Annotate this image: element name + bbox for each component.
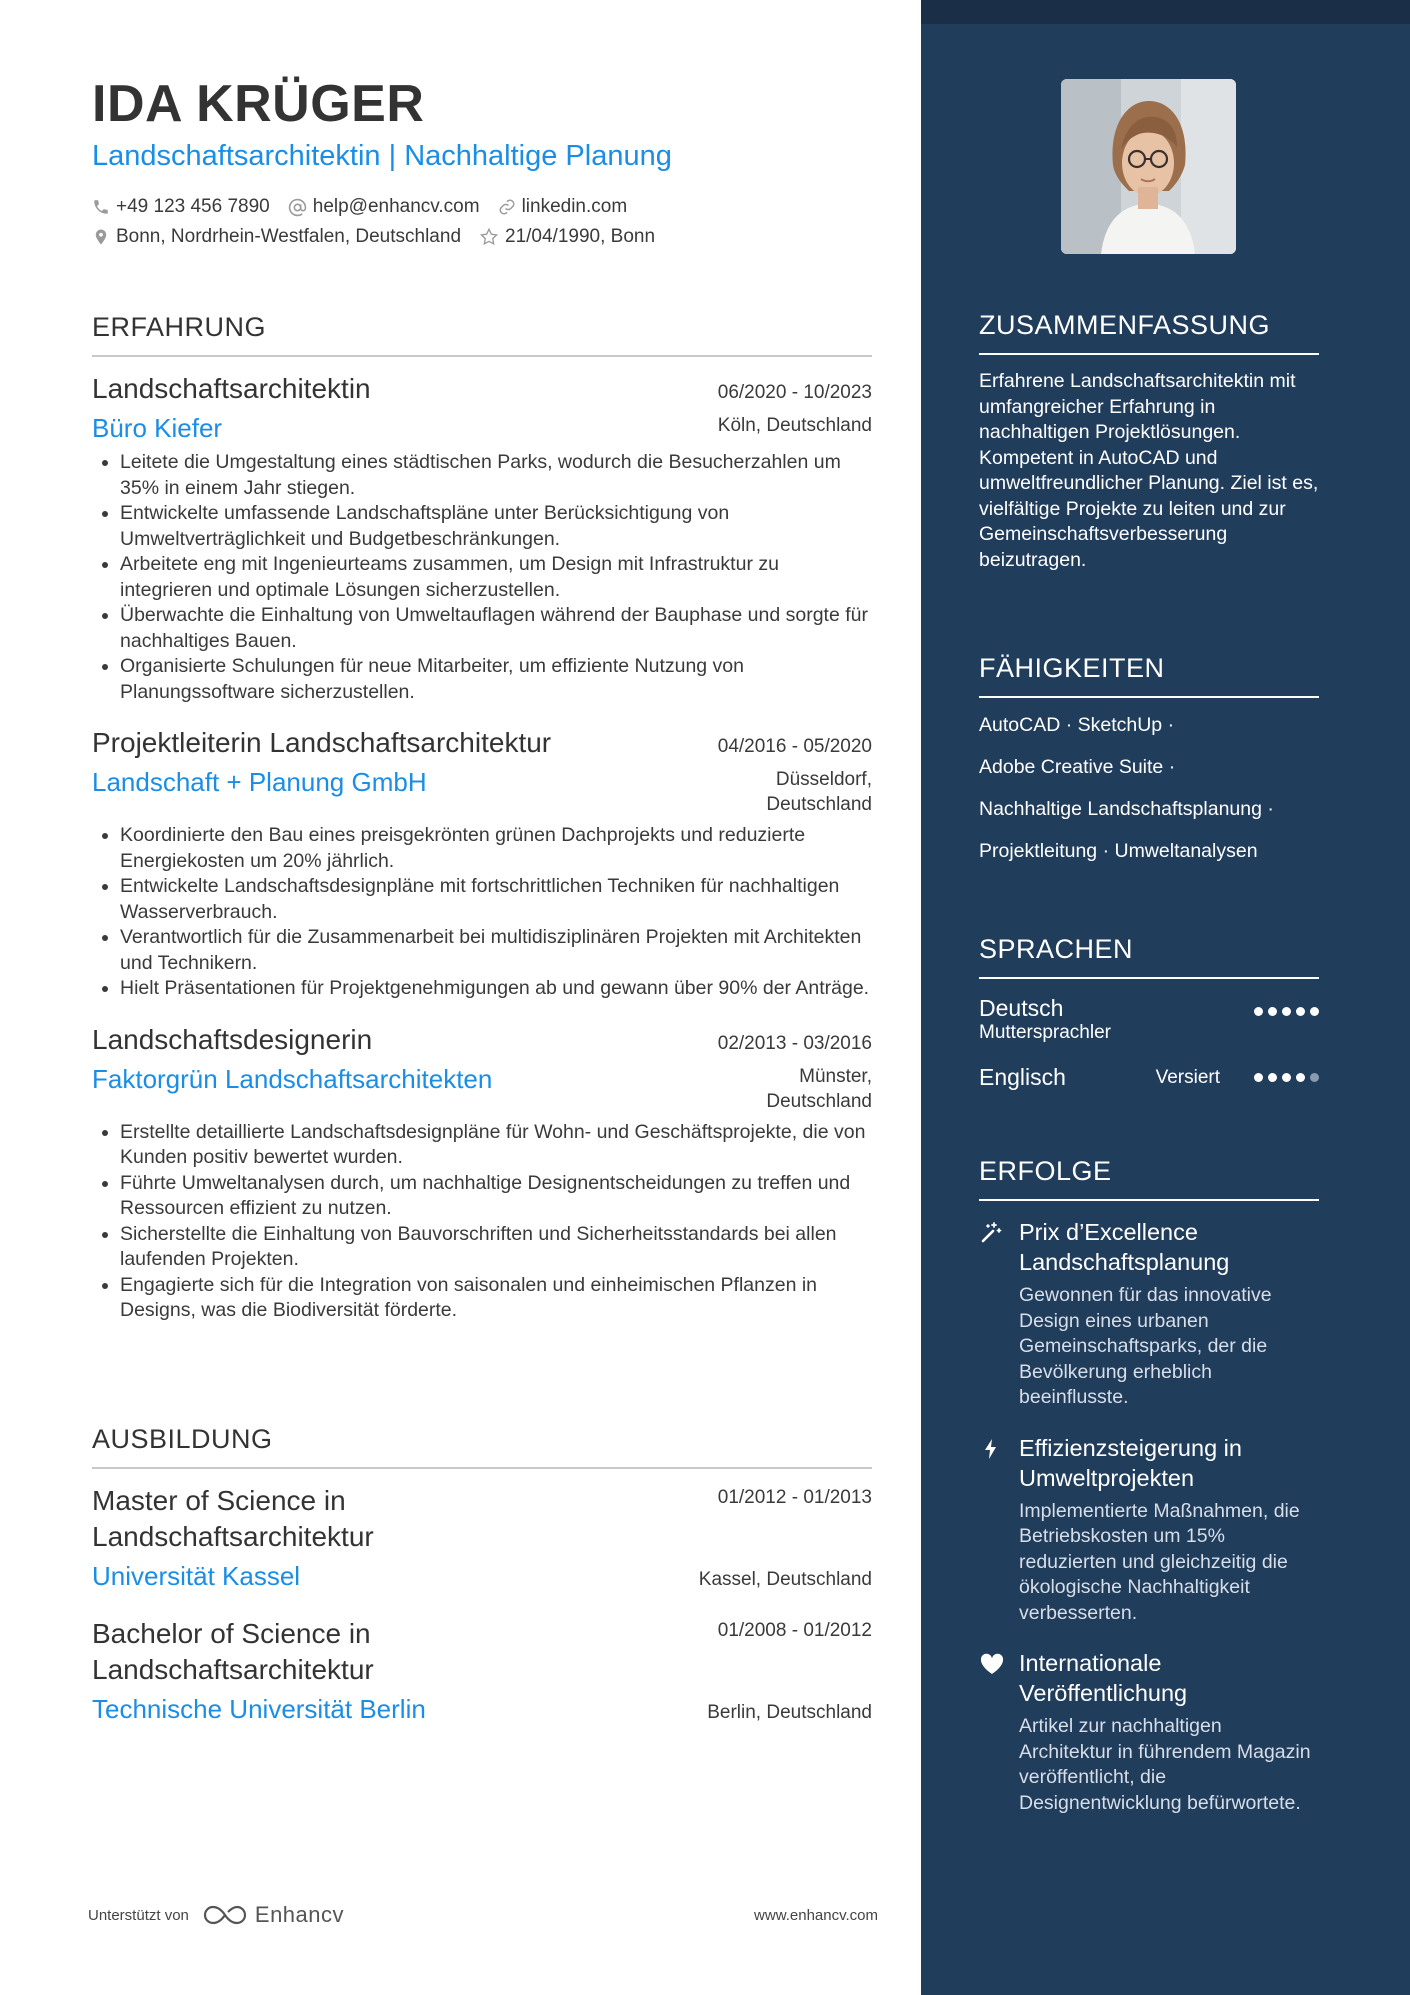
school-name: Universität Kassel (92, 1561, 301, 1591)
enhancv-logo-icon (201, 1903, 249, 1927)
link-icon (498, 198, 516, 216)
skills-section (979, 653, 1319, 878)
phone-number: +49 123 456 7890 (116, 196, 270, 217)
skill-line: Projektleitung · Umweltanalysen (979, 840, 1258, 862)
skill-line: Adobe Creative Suite · (979, 756, 1176, 778)
rating-dot (1296, 1073, 1305, 1082)
phone-icon (92, 198, 110, 216)
profile-photo (1061, 79, 1236, 254)
job-entry (92, 727, 872, 1002)
achievement-title: Prix d’Excellence Landschaftsplanung (1019, 1219, 1230, 1275)
achievement-desc: Artikel zur nachhaltigen Architektur in führendem Magazin veröffentlicht, die Designentwicklung befürwortete. (1019, 1715, 1311, 1814)
job-bullet: • Überwachte die Einhaltung von Umweltauflagen während der Bauphase und sorgte für nachhaltiges Bauen. (120, 603, 872, 654)
degree-title: Bachelor of Science in Landschaftsarchitektur (92, 1618, 374, 1685)
job-bullet: • Entwickelte Landschaftsdesignpläne mit fortschrittlichen Techniken für nachhaltigen Wasserverbrauch. (120, 874, 872, 925)
job-entry (92, 373, 872, 705)
candidate-name: IDA KRÜGER (92, 75, 425, 133)
education-title: AUSBILDUNG (92, 1424, 872, 1469)
job-bullet: • Organisierte Schulungen für neue Mitarbeiter, um effiziente Nutzung von Planungssoftware sicherzustellen. (120, 654, 872, 705)
job-date: 04/2016 - 05/2020 (717, 736, 872, 757)
link-contact[interactable] (498, 196, 628, 218)
rating-dot (1268, 1007, 1277, 1016)
brand-name: Enhancv (254, 1902, 345, 1927)
language-rating (1254, 1073, 1319, 1082)
footer-url[interactable]: www.enhancv.com (754, 1906, 878, 1924)
school-name: Technische Universität Berlin (92, 1694, 426, 1724)
experience-title: ERFAHRUNG (92, 312, 872, 357)
language-entry (979, 1064, 1319, 1091)
achievement-entry (979, 1217, 1319, 1411)
achievement-entry (979, 1648, 1319, 1816)
achievements-title: ERFOLGE (979, 1156, 1319, 1201)
job-title: Landschaftsdesignerin (92, 1023, 373, 1055)
location-contact (92, 226, 461, 248)
job-bullets (92, 450, 872, 705)
skill-line: AutoCAD · SketchUp · (979, 714, 1175, 736)
education-date: 01/2012 - 01/2013 (717, 1487, 872, 1508)
rating-dot (1268, 1073, 1277, 1082)
achievement-title: Internationale Veröffentlichung (1019, 1650, 1188, 1706)
education-section (92, 1424, 872, 1725)
job-bullet: • Arbeitete eng mit Ingenieurteams zusammen, um Design mit Infrastruktur zu integrieren und optimale Lösungen sicherzustellen. (120, 552, 872, 603)
education-entry (92, 1616, 872, 1725)
summary-title: ZUSAMMENFASSUNG (979, 310, 1319, 355)
job-bullet: • Erstellte detaillierte Landschaftsdesignpläne für Wohn- und Geschäftsprojekte, die von Kunden positiv bewertet wurden. (120, 1120, 872, 1171)
job-title: Landschaftsarchitektin (92, 373, 371, 404)
sidebar-top-band (921, 0, 1410, 24)
languages-title: SPRACHEN (979, 934, 1319, 979)
job-title: Projektleiterin Landschaftsarchitektur (92, 727, 552, 758)
job-company: Landschaft + Planung GmbH (92, 767, 427, 797)
portrait-image (1061, 79, 1236, 254)
achievement-title: Effizienzsteigerung in Umweltprojekten (1019, 1434, 1242, 1491)
achievement-desc: Implementierte Maßnahmen, die Betriebskosten um 15% reduzierten und gleichzeitig die ökologische Nachhaltigkeit verbesserten. (1019, 1499, 1300, 1624)
job-bullets (92, 1120, 872, 1324)
job-bullet: • Hielt Präsentationen für Projektgenehmigungen ab und gewann über 90% der Anträge. (120, 976, 872, 1002)
skills-title: FÄHIGKEITEN (979, 653, 1319, 698)
job-bullet: • Leitete die Umgestaltung eines städtischen Parks, wodurch die Besucherzahlen um 35% in einem Jahr stiegen. (120, 450, 872, 501)
job-bullet: • Engagierte sich für die Integration von saisonalen und einheimischen Pflanzen in Designs, was die Biodiversität förderte. (120, 1273, 872, 1324)
location-pin-icon (92, 228, 110, 246)
birth-contact (479, 226, 655, 248)
job-bullet: • Entwickelte umfassende Landschaftspläne unter Berücksichtigung von Umweltverträglichkeit und Budgetbeschränkungen. (120, 501, 872, 552)
job-location: Köln, Deutschland (717, 415, 872, 436)
job-bullet: • Führte Umweltanalysen durch, um nachhaltige Designentscheidungen zu treffen und Ressourcen effizient zu nutzen. (120, 1171, 872, 1222)
education-entry (92, 1483, 872, 1592)
email-contact[interactable] (288, 196, 480, 218)
achievement-desc: Gewonnen für das innovative Design eines urbanen Gemeinschaftsparks, der die Bevölkerung erheblich beeinflusste. (1019, 1284, 1272, 1408)
language-name: Deutsch (979, 995, 1064, 1021)
rating-dot (1282, 1007, 1291, 1016)
languages-section (979, 934, 1319, 1091)
rating-dot (1310, 1007, 1319, 1016)
language-name: Englisch (979, 1064, 1066, 1090)
footer (88, 1902, 878, 1928)
profile-link: linkedin.com (521, 196, 628, 217)
skill-line: Nachhaltige Landschaftsplanung · (979, 798, 1274, 820)
powered-by-label: Unterstützt von (88, 1906, 189, 1924)
job-date: 02/2013 - 03/2016 (717, 1032, 872, 1054)
job-company: Faktorgrün Landschaftsarchitekten (92, 1063, 493, 1094)
summary-section (979, 310, 1319, 573)
rating-dot (1296, 1007, 1305, 1016)
school-location: Berlin, Deutschland (707, 1702, 872, 1723)
job-bullet: • Sicherstellte die Einhaltung von Bauvorschriften und Sicherheitsstandards bei allen laufenden Projekten. (120, 1222, 872, 1273)
phone-contact[interactable] (92, 196, 270, 218)
headline: Landschaftsarchitektin | Nachhaltige Planung (92, 140, 672, 172)
education-date: 01/2008 - 01/2012 (717, 1620, 872, 1641)
summary-text: Erfahrene Landschaftsarchitektin mit umfangreicher Erfahrung in nachhaltigen Projektlösungen. Kompetent in AutoCAD und umweltfreundlicher Planung. Ziel ist es, vielfältige Projekte zu leiten und zur Gemeinschaftsverbesserung beizutragen. (979, 370, 1319, 571)
school-location: Kassel, Deutschland (698, 1569, 872, 1590)
job-location: Münster, Deutschland (766, 1065, 872, 1112)
rating-dot (1254, 1007, 1263, 1016)
at-icon (288, 198, 307, 217)
job-bullet: • Verantwortlich für die Zusammenarbeit bei multidisziplinären Projekten mit Architekten und Technikern. (120, 925, 872, 976)
sidebar (921, 0, 1410, 1995)
rating-dot (1310, 1073, 1319, 1082)
language-entry (979, 995, 1319, 1044)
experience-section (92, 312, 872, 1324)
achievements-section (979, 1156, 1319, 1816)
job-location: Düsseldorf, Deutschland (766, 769, 872, 815)
job-bullet: • Koordinierte den Bau eines preisgekrönten grünen Dachprojekts und reduzierte Energiekosten um 20% jährlich. (120, 823, 872, 874)
location-text: Bonn, Nordrhein-Westfalen, Deutschland (116, 226, 462, 247)
magic-wand-icon (979, 1221, 1003, 1245)
birth-text: 21/04/1990, Bonn (505, 226, 656, 247)
rating-dot (1282, 1073, 1291, 1082)
job-entry (92, 1024, 872, 1324)
job-date: 06/2020 - 10/2023 (717, 382, 872, 403)
star-icon (479, 227, 499, 247)
email-address: help@enhancv.com (312, 196, 480, 217)
lightning-icon (979, 1437, 1003, 1461)
language-level: Muttersprachler (979, 1022, 1111, 1043)
achievement-entry (979, 1433, 1319, 1627)
language-level: Versiert (1155, 1066, 1220, 1088)
heart-icon (979, 1652, 1005, 1676)
job-bullets (92, 823, 872, 1002)
rating-dot (1254, 1073, 1263, 1082)
contact-info (92, 192, 673, 252)
main-column (92, 0, 872, 1995)
degree-title: Master of Science in Landschaftsarchitektur (92, 1485, 374, 1552)
job-company: Büro Kiefer (92, 413, 223, 443)
language-rating (1254, 1007, 1319, 1016)
